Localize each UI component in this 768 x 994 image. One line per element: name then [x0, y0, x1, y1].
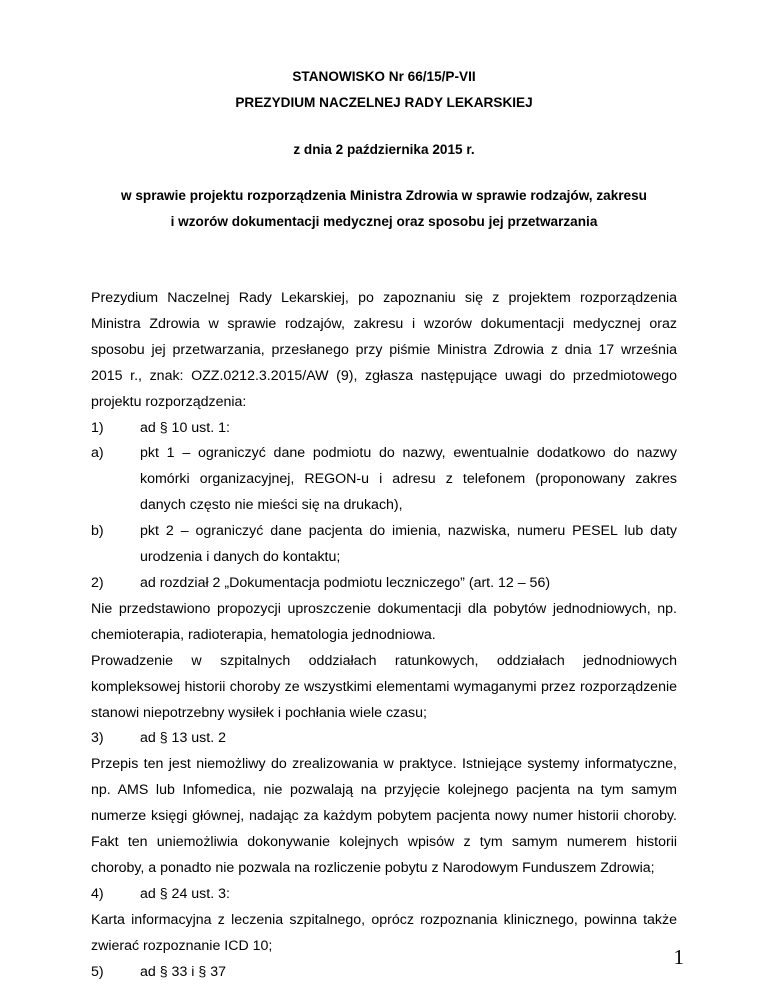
list-item-number: a) [91, 445, 104, 462]
subject-line-1: w sprawie projektu rozporządzenia Ministra Zdrowia w sprawie rodzajów, zakresu [120, 188, 647, 203]
list-item [91, 960, 677, 986]
list-item-number: 1) [91, 419, 104, 436]
list-item-number: 2) [91, 574, 104, 591]
document-title: STANOWISKO Nr 66/15/P-VII [292, 69, 476, 84]
list-item [91, 726, 677, 752]
list-item [91, 571, 677, 597]
issuer-title: PREZYDIUM NACZELNEJ RADY LEKARSKIEJ [235, 95, 533, 110]
list-item-text: pkt 1 – ograniczyć dane podmiotu do nazwy, ewentualnie dodatkowo do nazwy komórki organizacyjnej, REGON-u i adresu z telefonem (proponowany zakres danych często nie mieści się na drukach), [140, 445, 677, 514]
intro-paragraph: Prezydium Naczelnej Rady Lekarskiej, po zapoznaniu się z projektem rozporządzenia Ministra Zdrowia w sprawie rodzajów, zakresu i wzorów dokumentacji medycznej oraz sposobu jej przetwarzania, przesłanego przy piśmie Ministra Zdrowia z dnia 17 września 2015 r., znak: OZZ.0212.3.2015/AW (9), zgłasza następujące uwagi do przedmiotowego projektu rozporządzenia: [91, 290, 677, 410]
list-item [91, 441, 677, 519]
list-item-text: ad rozdział 2 „Dokumentacja podmiotu leczniczego” (art. 12 – 56) [140, 574, 551, 591]
list-item-number: 4) [91, 885, 104, 902]
list-item [91, 519, 677, 571]
list-item-number: 5) [91, 963, 104, 980]
list-item-text: pkt 2 – ograniczyć dane pacjenta do imienia, nazwiska, numeru PESEL lub daty urodzenia i danych do kontaktu; [140, 523, 677, 566]
subject-line-2: i wzorów dokumentacji medycznej oraz sposobu jej przetwarzania [170, 214, 598, 229]
page-number: 1 [673, 945, 684, 969]
list-item-text: ad § 10 ust. 1: [140, 419, 230, 436]
list-item-number: b) [91, 523, 104, 540]
list-item [91, 416, 677, 442]
list-item-number: 3) [91, 730, 104, 747]
paragraph: Nie przedstawiono propozycji uproszczenie dokumentacji dla pobytów jednodniowych, np. chemioterapia, radioterapia, hematologia jednodniowa. [91, 600, 677, 643]
list-item-text: ad § 13 ust. 2 [140, 730, 226, 747]
paragraph: kompleksowej historii choroby ze wszystkimi elementami wymaganymi przez rozporządzenie stanowi niepotrzebny wysiłek i pochłania wiele czasu; [91, 678, 677, 721]
list-item-text: ad § 24 ust. 3: [140, 885, 230, 902]
document-date: z dnia 2 października 2015 r. [293, 142, 475, 157]
paragraph: Przepis ten jest niemożliwy do zrealizowania w praktyce. Istniejące systemy informatyczne, np. AMS lub Infomedica, nie pozwalają na przyjęcie kolejnego pacjenta na tym samym numerze księgi głównej, nadając za każdym pobytem pacjenta nowy numer historii choroby. Fakt ten uniemożliwia dokonywanie kolejnych wpisów z tym samym numerem historii choroby, a ponadto nie pozwala na rozliczenie pobytu z Narodowym Funduszem Zdrowia; [91, 756, 677, 876]
list-item-text: ad § 33 i § 37 [140, 963, 226, 980]
paragraph: Prowadzenie w szpitalnych oddziałach ratunkowych, oddziałach jednodniowych [91, 652, 677, 669]
paragraph: Karta informacyjna z leczenia szpitalnego, oprócz rozpoznania klinicznego, powinna także zwierać rozpoznanie ICD 10; [91, 911, 677, 954]
document-body [91, 286, 677, 985]
list-item [91, 882, 677, 908]
